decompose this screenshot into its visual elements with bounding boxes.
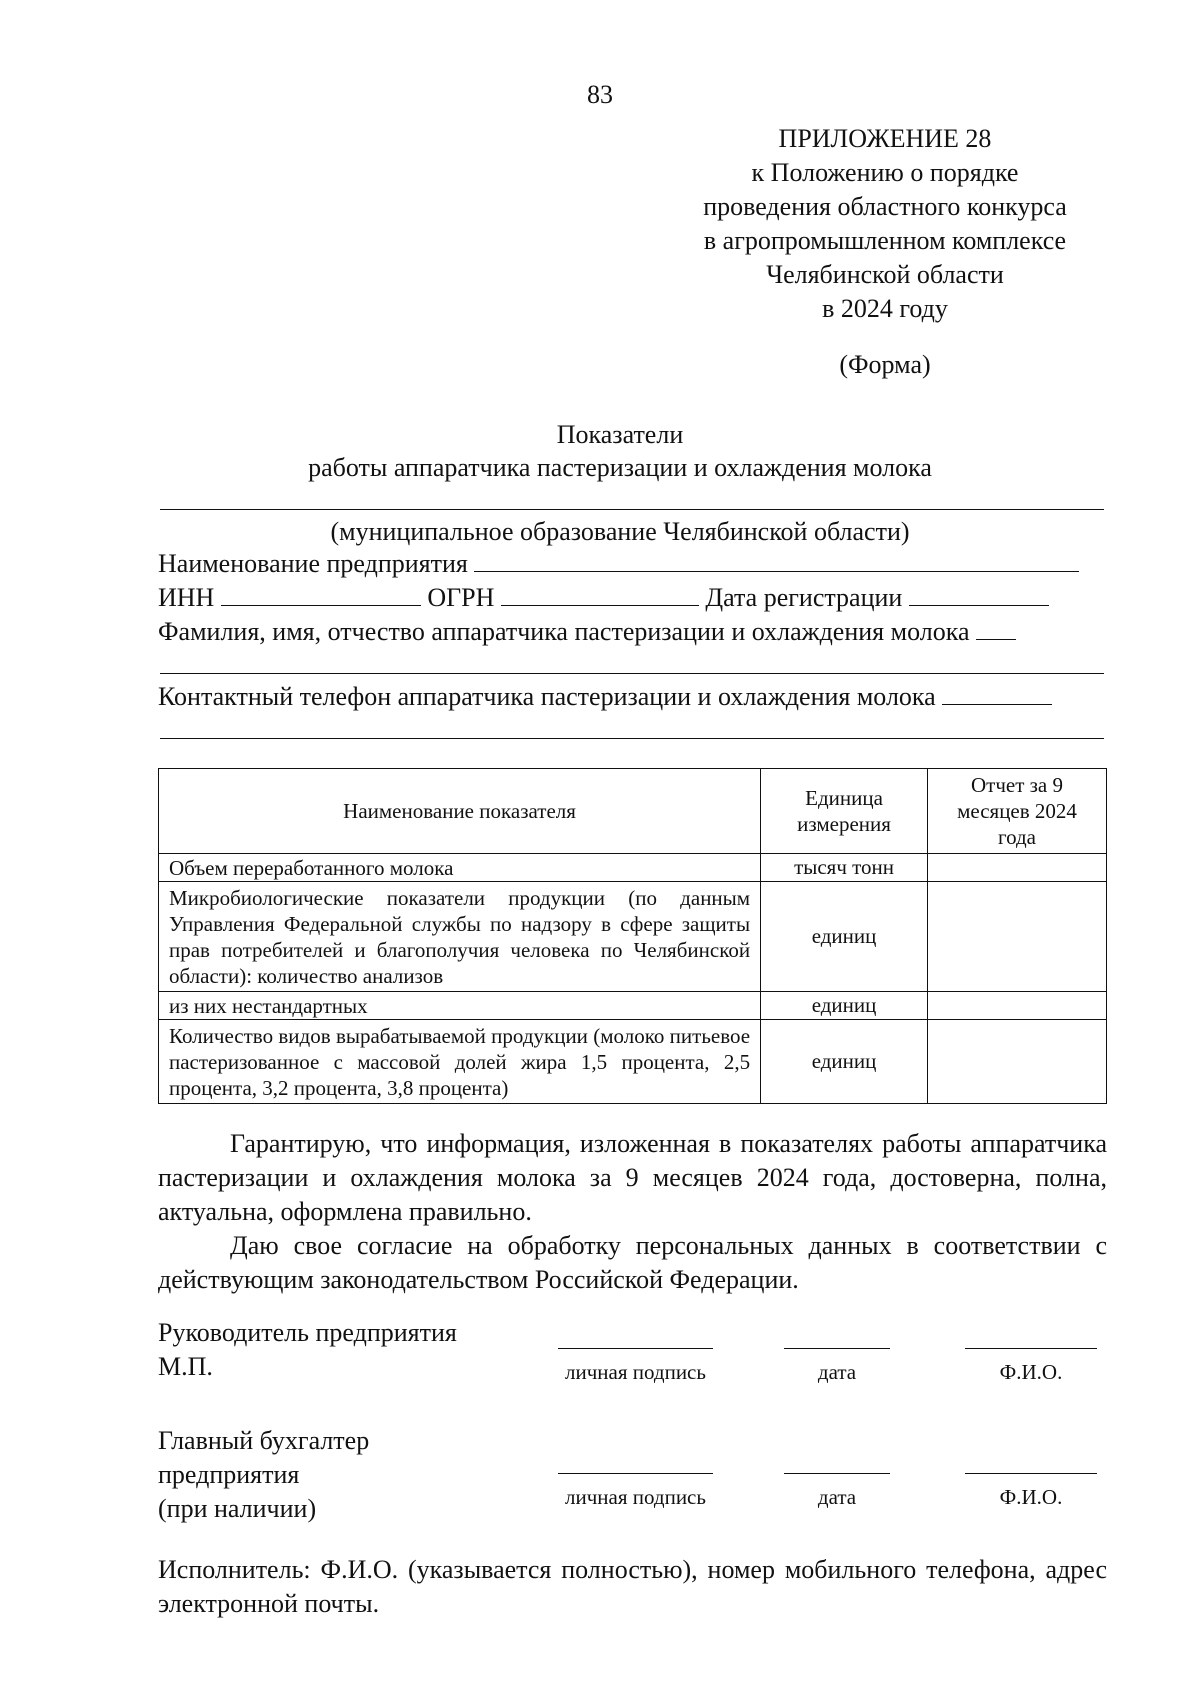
inn-label: ИНН — [158, 583, 215, 612]
row-value-cell[interactable] — [928, 992, 1107, 1020]
heading-line-1: Показатели — [556, 420, 684, 449]
head-signature-caption: личная подпись — [565, 1360, 706, 1384]
appendix-line-1: к Положению о порядке — [751, 158, 1019, 187]
row-name: Количество видов вырабатываемой продукции (молоко питьевое пастеризованное с массовой долей жира 1,5 процента, 2,5 процента, 3,2 процента, 3,8 процента) — [159, 1020, 761, 1104]
row-name: из них нестандартных — [159, 992, 761, 1020]
phone-label: Контактный телефон аппаратчика пастеризации и охлаждения молока — [158, 682, 936, 711]
head-signature-line[interactable] — [558, 1348, 713, 1349]
head-date-caption: дата — [817, 1360, 857, 1384]
enterprise-row — [158, 549, 1079, 579]
reg-date-label: Дата регистрации — [705, 583, 903, 612]
heading-line-2: работы аппаратчика пастеризации и охлаждения молока — [308, 453, 932, 482]
row-name: Микробиологические показатели продукции (по данным Управления Федеральной службы по надзору в сфере защиты прав потребителей и благополучия человека по Челябинской области): количество анализов — [159, 882, 761, 992]
row-value-cell[interactable] — [928, 1020, 1107, 1104]
fio-input-line[interactable] — [976, 619, 1016, 640]
phone-input-line-2[interactable] — [160, 738, 1104, 739]
accountant-fio-caption: Ф.И.О. — [999, 1485, 1063, 1509]
table-header-row — [159, 769, 1107, 854]
appendix-line-4: Челябинской области — [766, 260, 1004, 289]
phone-row — [158, 682, 1052, 712]
row-unit: единиц — [761, 882, 928, 992]
municipality-caption: (муниципальное образование Челябинской области) — [330, 517, 910, 546]
accountant-date-line[interactable] — [784, 1473, 890, 1474]
row-name: Объем переработанного молока — [159, 854, 761, 882]
registration-row — [158, 583, 1049, 613]
appendix-title: ПРИЛОЖЕНИЕ 28 — [778, 124, 992, 153]
fio-label: Фамилия, имя, отчество аппаратчика пастеризации и охлаждения молока — [158, 617, 970, 646]
accountant-label-2: предприятия — [158, 1460, 300, 1489]
head-fio-caption: Ф.И.О. — [999, 1360, 1063, 1384]
table-row — [159, 992, 1107, 1020]
row-value-cell[interactable] — [928, 854, 1107, 882]
form-label: (Форма) — [839, 350, 931, 379]
executor-note: Исполнитель: Ф.И.О. (указывается полностью), номер мобильного телефона, адрес электронной почты. — [158, 1555, 1107, 1618]
indicators-table — [158, 768, 1107, 1104]
accountant-label-3: (при наличии) — [158, 1494, 317, 1523]
row-unit: единиц — [761, 1020, 928, 1104]
accountant-label-1: Главный бухгалтер — [158, 1426, 370, 1455]
table-row — [159, 1020, 1107, 1104]
inn-input-line[interactable] — [221, 585, 421, 606]
appendix-line-2: проведения областного конкурса — [703, 192, 1067, 221]
phone-input-line[interactable] — [942, 684, 1052, 705]
fio-input-line-2[interactable] — [160, 673, 1104, 674]
appendix-line-3: в агропромышленном комплексе — [703, 226, 1067, 255]
table-row — [159, 854, 1107, 882]
stamp-label: М.П. — [158, 1352, 213, 1381]
reg-date-input-line[interactable] — [909, 585, 1049, 606]
table-row — [159, 882, 1107, 992]
ogrn-label: ОГРН — [427, 583, 495, 612]
header-report: Отчет за 9 месяцев 2024 года — [928, 769, 1107, 854]
row-unit: тысяч тонн — [761, 854, 928, 882]
enterprise-input-line[interactable] — [474, 551, 1079, 572]
head-label: Руководитель предприятия — [158, 1318, 457, 1347]
header-unit: Единица измерения — [761, 769, 928, 854]
guarantee-paragraph: Гарантирую, что информация, изложенная в показателях работы аппаратчика пастеризации и охлаждения молока за 9 месяцев 2024 года, достоверна, полна, актуальна, оформлена правильно. — [158, 1129, 1107, 1226]
ogrn-input-line[interactable] — [501, 585, 699, 606]
row-unit: единиц — [761, 992, 928, 1020]
appendix-line-5: в 2024 году — [822, 294, 948, 323]
fio-row — [158, 617, 1016, 647]
header-indicator-name: Наименование показателя — [159, 769, 761, 854]
accountant-fio-line[interactable] — [965, 1473, 1097, 1474]
row-value-cell[interactable] — [928, 882, 1107, 992]
municipality-line[interactable] — [160, 509, 1104, 510]
page-number: 83 — [587, 80, 613, 109]
accountant-signature-caption: личная подпись — [565, 1485, 706, 1509]
head-fio-line[interactable] — [965, 1348, 1097, 1349]
head-date-line[interactable] — [784, 1348, 890, 1349]
accountant-date-caption: дата — [817, 1485, 857, 1509]
accountant-signature-line[interactable] — [558, 1473, 713, 1474]
consent-paragraph: Даю свое согласие на обработку персональных данных в соответствии с действующим законодательством Российской Федерации. — [158, 1231, 1107, 1294]
enterprise-label: Наименование предприятия — [158, 549, 468, 578]
